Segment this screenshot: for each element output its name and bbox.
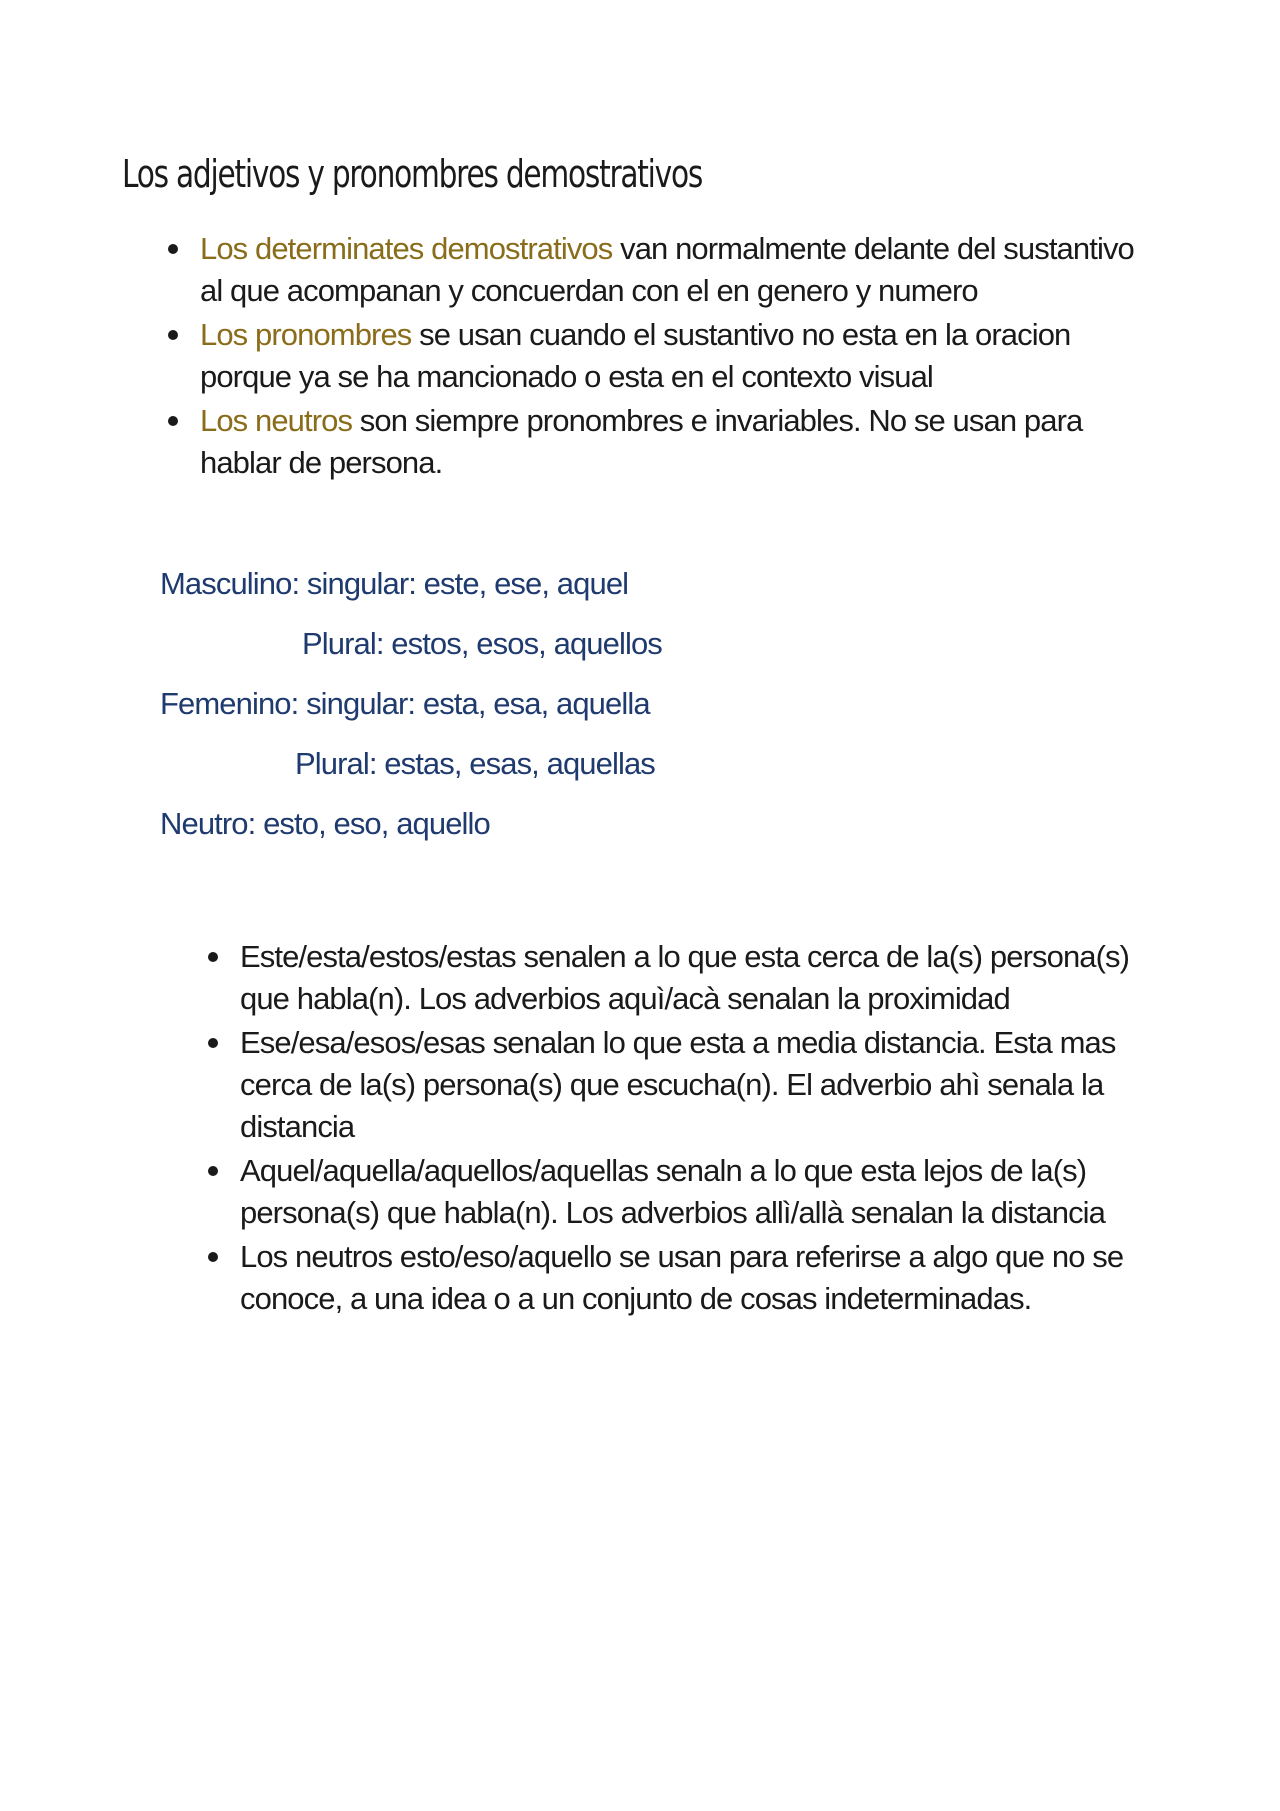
list-item: [200, 400, 1160, 484]
bullet-text: Los neutros esto/eso/aquello se usan para referirse a algo que no se conoce, a una idea o a un conjunto de cosas indeterminadas.: [240, 1239, 1124, 1316]
list-item: [240, 1022, 1160, 1148]
page-title: Los adjetivos y pronombres demostrativos: [122, 152, 703, 196]
bullet-text: se usan cuando el sustantivo no esta en la oracion porque ya se ha mancionado o esta en el contexto visual: [200, 317, 1071, 394]
bullet-icon: [168, 244, 178, 254]
bullet-text: son siempre pronombres e invariables. No se usan para hablar de persona.: [200, 403, 1083, 480]
list-item: [200, 228, 1160, 312]
bullet-icon: [208, 1166, 218, 1176]
highlighted-term: Los pronombres: [200, 317, 412, 352]
neutral-line: Neutro: esto, eso, aquello: [160, 806, 490, 841]
bullet-icon: [208, 952, 218, 962]
highlighted-term: Los neutros: [200, 403, 353, 438]
bullet-icon: [168, 330, 178, 340]
masculine-singular-line: Masculino: singular: este, ese, aquel: [160, 566, 629, 601]
bullet-text: van normalmente delante del sustantivo al que acompanan y concuerdan con el en genero y numero: [200, 231, 1134, 308]
bullet-icon: [208, 1252, 218, 1262]
list-item: [240, 936, 1160, 1020]
list-item: [200, 314, 1160, 398]
intro-bullet-list: [200, 228, 1160, 486]
feminine-plural-line: Plural: estas, esas, aquellas: [295, 746, 655, 781]
bullet-text: Ese/esa/esos/esas senalan lo que esta a media distancia. Esta mas cerca de la(s) persona(s) que escucha(n). El adverbio ahì senala la distancia: [240, 1025, 1116, 1144]
masculine-plural-line: Plural: estos, esos, aquellos: [302, 626, 662, 661]
usage-bullet-list: [240, 936, 1160, 1322]
feminine-singular-line: Femenino: singular: esta, esa, aquella: [160, 686, 650, 721]
list-item: [240, 1236, 1160, 1320]
bullet-text: Este/esta/estos/estas senalen a lo que esta cerca de la(s) persona(s) que habla(n). Los adverbios aquì/acà senalan la proximidad: [240, 939, 1130, 1016]
bullet-icon: [168, 416, 178, 426]
bullet-text: Aquel/aquella/aquellos/aquellas senaln a lo que esta lejos de la(s) persona(s) que habla(n). Los adverbios allì/allà senalan la distancia: [240, 1153, 1106, 1230]
highlighted-term: Los determinates demostrativos: [200, 231, 613, 266]
bullet-icon: [208, 1038, 218, 1048]
list-item: [240, 1150, 1160, 1234]
